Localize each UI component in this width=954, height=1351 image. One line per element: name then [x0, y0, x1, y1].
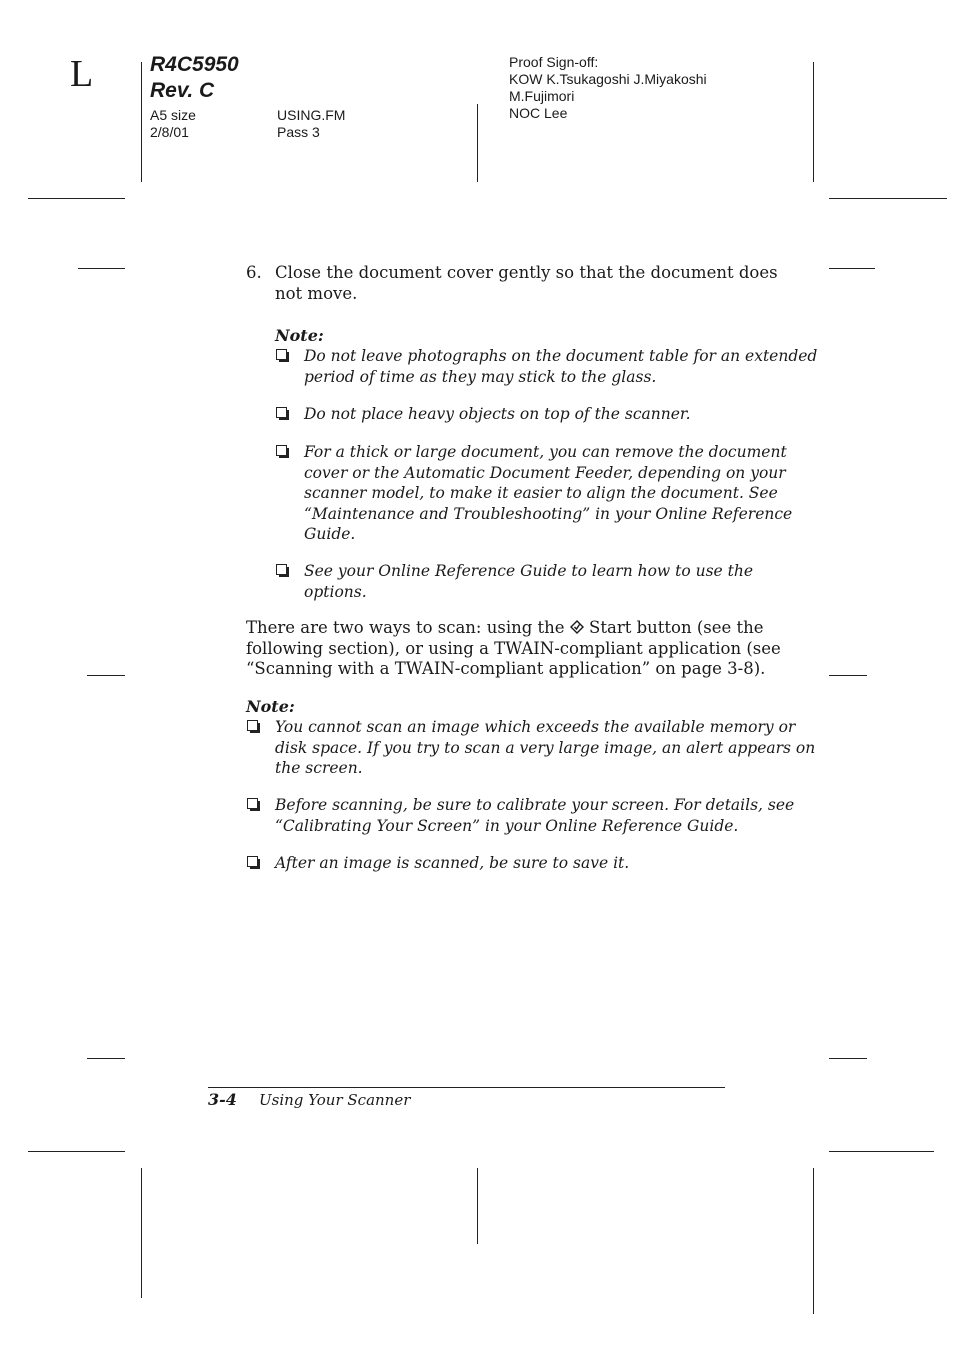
model-number: R4C5950 [150, 53, 239, 76]
paragraph-line: following section), or using a TWAIN-compliant application (see [246, 638, 781, 658]
note-item [304, 442, 792, 545]
step-text [275, 263, 778, 304]
trim-mark [829, 675, 867, 676]
note-line: Do not place heavy objects on top of the scanner. [304, 405, 691, 423]
note-label: Note: [246, 697, 295, 716]
checkbox-bullet-icon [247, 856, 260, 869]
crop-mark [813, 1168, 814, 1314]
checkbox-bullet-icon [276, 564, 289, 577]
step-line: not move. [275, 283, 358, 303]
print-date: 2/8/01 [150, 124, 189, 140]
note-line: cover or the Automatic Document Feeder, depending on your [304, 463, 786, 482]
proof-signoff [509, 54, 707, 122]
proof-line: M.Fujimori [509, 88, 575, 104]
proof-line: NOC Lee [509, 105, 568, 121]
crop-mark [829, 198, 947, 199]
revision: Rev. C [150, 79, 215, 102]
note-line: After an image is scanned, be sure to save it. [275, 854, 630, 872]
note-item [304, 561, 753, 602]
crop-mark [141, 1168, 142, 1298]
note-item [304, 404, 691, 425]
crop-mark [28, 1151, 125, 1152]
checkbox-bullet-icon [247, 798, 260, 811]
page-size: A5 size [150, 107, 196, 123]
note-line: Do not leave photographs on the document table for an extended [304, 347, 818, 365]
note-item [304, 346, 817, 387]
chapter-title: Using Your Scanner [259, 1091, 411, 1109]
checkbox-bullet-icon [247, 720, 260, 733]
note-line: See your Online Reference Guide to learn how to use the [304, 562, 754, 580]
file-pass-block [277, 107, 345, 141]
corner-letter: L [70, 53, 94, 95]
note-line: You cannot scan an image which exceeds the available memory or [275, 718, 796, 736]
note-label: Note: [275, 326, 324, 345]
checkbox-bullet-icon [276, 407, 289, 420]
note-line: scanner model, to make it easier to align the document. See [304, 484, 778, 502]
step-line: Close the document cover gently so that the document does [275, 263, 778, 282]
model-heading [150, 52, 239, 104]
crop-mark [813, 62, 814, 182]
note-line: options. [304, 582, 367, 601]
note-line: Before scanning, be sure to calibrate your screen. For details, see [275, 796, 795, 814]
crop-mark [28, 198, 125, 199]
crop-mark [829, 1151, 934, 1152]
note-item [275, 853, 629, 874]
note-line: Guide. [304, 525, 356, 543]
note-line: the screen. [275, 759, 363, 777]
crop-mark [477, 1168, 478, 1244]
checkbox-bullet-icon [276, 445, 289, 458]
scan-methods-paragraph [246, 618, 781, 680]
trim-mark [829, 268, 875, 269]
step-number: 6. [246, 263, 262, 282]
note-line: “Maintenance and Troubleshooting” in your Online Reference [304, 504, 793, 523]
size-date-block [150, 107, 196, 141]
crop-mark [141, 62, 142, 182]
proof-line: Proof Sign-off: [509, 54, 599, 70]
trim-mark [87, 1058, 125, 1059]
note-line: “Calibrating Your Screen” in your Online Reference Guide. [275, 816, 739, 835]
paragraph-line: “Scanning with a TWAIN-compliant application” on page 3-8). [246, 659, 766, 678]
note-line: period of time as they may stick to the glass. [304, 367, 657, 386]
note-line: For a thick or large document, you can remove the document [304, 443, 787, 461]
note-item [275, 795, 794, 836]
footer-rule [208, 1087, 725, 1088]
checkbox-bullet-icon [276, 349, 289, 362]
page-number: 3-4 [208, 1090, 237, 1109]
proof-line: KOW K.Tsukagoshi J.Miyakoshi [509, 71, 707, 87]
file-name: USING.FM [277, 107, 346, 123]
trim-mark [829, 1058, 867, 1059]
start-button-icon [570, 620, 584, 634]
note-item [275, 717, 815, 779]
crop-mark [477, 104, 478, 182]
trim-mark [78, 268, 125, 269]
note-line: disk space. If you try to scan a very large image, an alert appears on [275, 738, 816, 757]
pass-number: Pass 3 [277, 124, 320, 140]
paragraph-line: There are two ways to scan: using the Start button (see the [246, 618, 764, 637]
trim-mark [87, 675, 125, 676]
